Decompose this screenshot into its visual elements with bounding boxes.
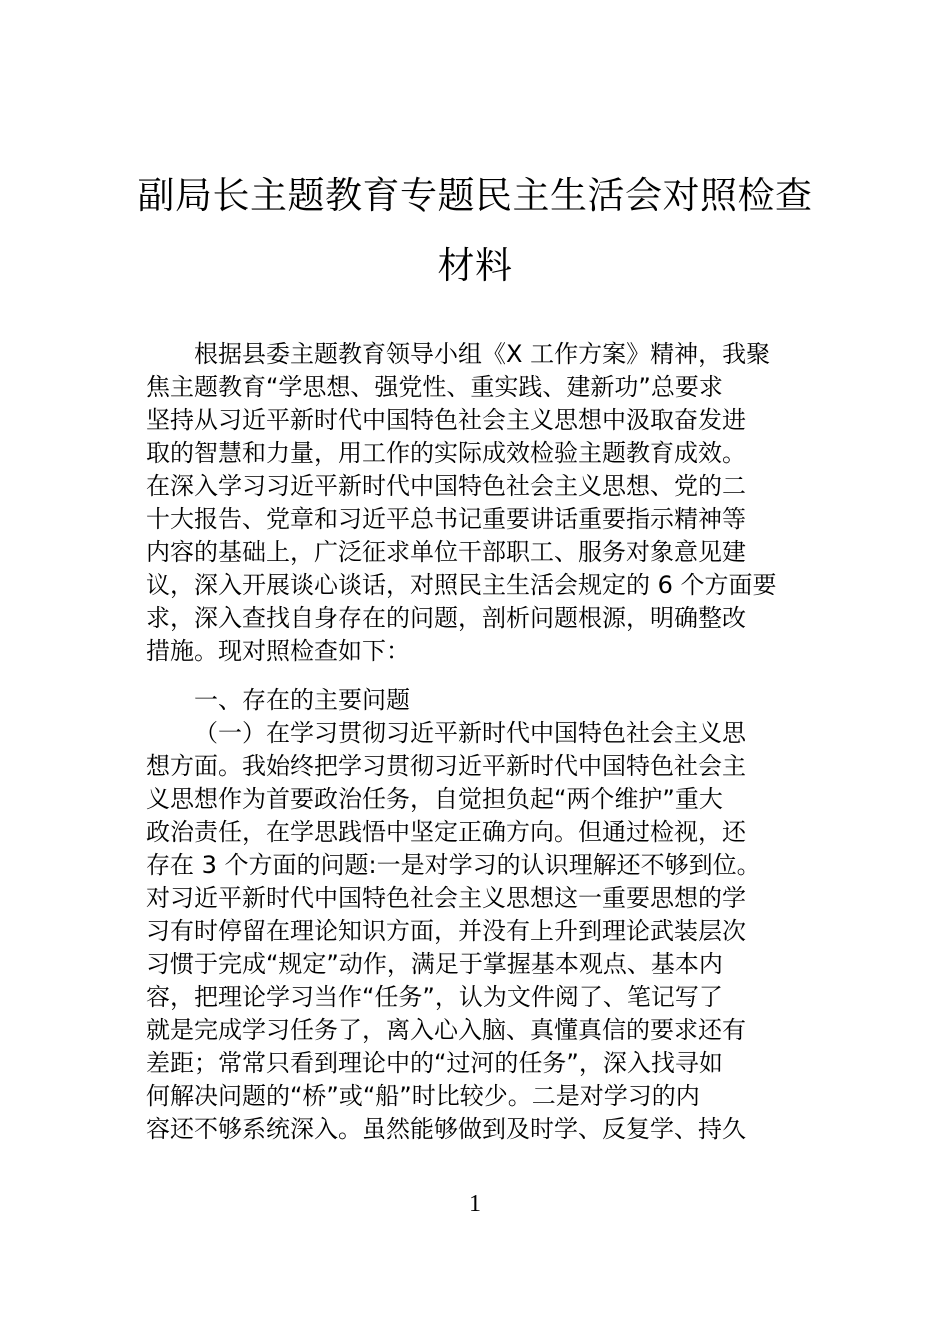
- body-paragraph-line: 对习近平新时代中国特色社会主义思想这一重要思想的学: [146, 884, 746, 912]
- body-paragraph-line: 容还不够系统深入。虽然能够做到及时学、反复学、持久: [146, 1115, 746, 1143]
- body-paragraph-line: 政治责任，在学思践悟中坚定正确方向。但通过检视，还: [146, 818, 746, 846]
- body-paragraph-line: 措施。现对照检查如下：: [146, 637, 410, 665]
- body-paragraph-line: 何解决问题的“桥”或“船”时比较少。二是对学习的内: [146, 1082, 700, 1110]
- body-paragraph-line: 存在 3 个方面的问题:一是对学习的认识理解还不够到位。: [146, 851, 761, 879]
- body-paragraph-line: 坚持从习近平新时代中国特色社会主义思想中汲取奋发进: [146, 406, 746, 434]
- body-paragraph-line: 容，把理论学习当作“任务”，认为文件阅了、笔记写了: [146, 983, 723, 1011]
- body-paragraph-line: 义思想作为首要政治任务，自觉担负起“两个维护”重大: [146, 785, 723, 813]
- body-paragraph-line: 习有时停留在理论知识方面，并没有上升到理论武装层次: [146, 917, 746, 945]
- body-paragraph-line: 焦主题教育“学思想、强党性、重实践、建新功”总要求: [146, 373, 723, 401]
- body-paragraph-line: 在深入学习习近平新时代中国特色社会主义思想、党的二: [146, 472, 746, 500]
- subsection-heading-line: （一）在学习贯彻习近平新时代中国特色社会主义思: [194, 719, 746, 747]
- body-paragraph-line: 习惯于完成“规定”动作，满足于掌握基本观点、基本内: [146, 950, 723, 978]
- body-paragraph-line: 议，深入开展谈心谈话，对照民主生活会规定的 6 个方面要: [146, 571, 777, 599]
- section-heading: 一、存在的主要问题: [194, 686, 410, 714]
- body-paragraph-line: 十大报告、党章和习近平总书记重要讲话重要指示精神等: [146, 505, 746, 533]
- body-paragraph-line: 根据县委主题教育领导小组《X 工作方案》精神，我聚: [194, 340, 771, 368]
- body-paragraph-line: 取的智慧和力量，用工作的实际成效检验主题教育成效。: [146, 439, 746, 467]
- body-paragraph-line: 就是完成学习任务了，离入心入脑、真懂真信的要求还有: [146, 1016, 746, 1044]
- document-title-line-2: 材料: [437, 244, 513, 287]
- page-number: 1: [469, 1191, 481, 1217]
- body-paragraph-line: 内容的基础上，广泛征求单位干部职工、服务对象意见建: [146, 538, 746, 566]
- document-title-line-1: 副局长主题教育专题民主生活会对照检查: [137, 174, 813, 217]
- body-paragraph-line: 差距；常常只看到理论中的“过河的任务”，深入找寻如: [146, 1049, 723, 1077]
- body-paragraph-line: 求，深入查找自身存在的问题，剖析问题根源，明确整改: [146, 604, 746, 632]
- body-paragraph-line: 想方面。我始终把学习贯彻习近平新时代中国特色社会主: [146, 752, 746, 780]
